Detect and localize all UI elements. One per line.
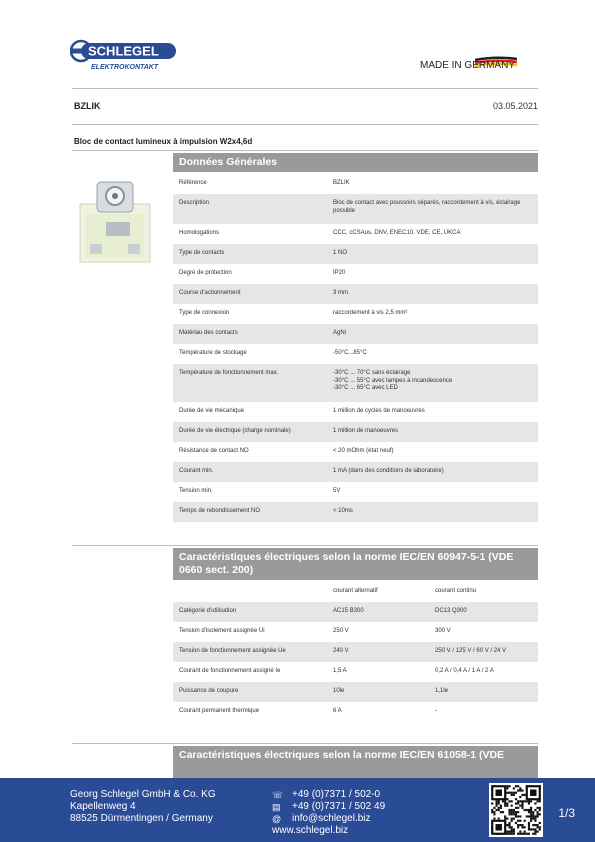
row-value: Bloc de contact avec poussoirs séparés, raccordement à vis, éclairage possible [333, 200, 521, 214]
phone-number[interactable]: +49 (0)7371 / 502-0 [292, 789, 381, 800]
row-label: Course d'actionnement [179, 290, 241, 296]
footer [0, 778, 595, 842]
row-label: Description [179, 200, 210, 206]
logo-text: SCHLEGEL [88, 43, 159, 59]
row-label: Température de fonctionnement max. [179, 370, 279, 376]
row-value-ac: AC15 B300 [333, 608, 364, 614]
table-row [173, 344, 538, 364]
qr-code [489, 783, 543, 837]
row-label: Durée de vie mécanique [179, 408, 245, 414]
row-label: Type de connexion [179, 310, 230, 316]
table-row [173, 304, 538, 324]
website-link[interactable]: www.schlegel.biz [272, 825, 349, 836]
table-row [173, 224, 538, 244]
table-row [173, 244, 538, 264]
document-date: 03.05.2021 [492, 101, 538, 111]
street: Kapellenweg 4 [70, 801, 136, 812]
row-label: Durée de vie électrique (charge nominale) [179, 428, 291, 434]
table-row [173, 174, 538, 194]
table-row [173, 402, 538, 422]
divider [72, 124, 538, 125]
divider [72, 743, 538, 744]
row-value: 1 million de cycles de manoeuvres [333, 408, 425, 414]
row-label: Homologations [179, 230, 220, 236]
table-row [173, 602, 538, 622]
row-label: Puissance de coupure [179, 688, 239, 694]
row-label: Courant permanent thermique [179, 708, 260, 714]
table-row [173, 264, 538, 284]
table-row [173, 682, 538, 702]
row-label: Temps de rebondissement NO [179, 508, 261, 514]
row-value: CCC, cCSAus, DNV, ENEC10, VDE, CE, UKCA [333, 230, 461, 236]
table-row [173, 502, 538, 522]
section-electrical-title: Caractéristiques électriques selon la norme IEC/EN 60947-5-1 (VDE 0660 sect. 200) [173, 548, 538, 580]
table-row [173, 284, 538, 304]
column-header: courant alternatif [333, 588, 378, 594]
row-value: 1 mA (dans des conditions de laboratoire) [333, 468, 444, 474]
divider [72, 150, 538, 151]
fax-number: +49 (0)7371 / 502 49 [292, 801, 386, 812]
phone-icon: ☏ [272, 790, 284, 800]
section-electrical2-title: Caractéristiques électriques selon la norme IEC/EN 61058-1 (VDE [173, 746, 538, 778]
row-value: 1 NO [333, 250, 348, 256]
row-label: Courant de fonctionnement assigné Ie [179, 668, 281, 674]
header-empty [173, 588, 333, 602]
row-value: raccordement à vis 2,5 mm² [333, 310, 408, 316]
table-row [173, 194, 538, 224]
row-value: < 10ms [333, 508, 353, 514]
product-code: BZLIK [74, 101, 101, 111]
row-value-dc: 300 V [435, 628, 451, 634]
table-row [173, 422, 538, 442]
row-value: < 20 mOhm (état neuf) [333, 448, 394, 454]
row-value-ac: 6 A [333, 708, 342, 714]
footer-contact [272, 789, 385, 837]
row-value-dc: 250 V / 125 V / 60 V / 24 V [435, 648, 507, 654]
row-value: BZLIK [333, 180, 350, 186]
table-row [173, 442, 538, 462]
row-label: Catégorie d'utilisation [179, 608, 237, 614]
schlegel-logo [70, 38, 180, 72]
row-value-ac: 1,5 A [333, 668, 347, 674]
table-row [173, 622, 538, 642]
row-value-ac: 240 V [333, 648, 349, 654]
fax-icon: ▤ [272, 802, 281, 812]
table-row [173, 462, 538, 482]
table-row [173, 642, 538, 662]
row-label: Température de stockage [179, 350, 247, 356]
table-row [173, 482, 538, 502]
row-label: Tension de fonctionnement assignée Ue [179, 648, 286, 654]
table-header-row [173, 582, 538, 602]
table-row [173, 702, 538, 722]
divider [72, 545, 538, 546]
row-label: Type de contacts [179, 250, 225, 256]
row-value-ac: 250 V [333, 628, 349, 634]
row-value: 5V [333, 488, 341, 494]
email-icon: @ [272, 814, 282, 824]
section-general-title: Données Générales [173, 153, 538, 172]
row-label: Courant min. [179, 468, 214, 474]
row-label: Matériau des contacts [179, 330, 238, 336]
company-name: Georg Schlegel GmbH & Co. KG [70, 789, 216, 800]
row-label: Tension d'isolement assignée Ui [179, 628, 265, 634]
row-label: Résistance de contact NO [179, 448, 249, 454]
email-link[interactable]: info@schlegel.biz [292, 813, 371, 824]
row-value: AgNi [333, 330, 347, 336]
footer-address [70, 789, 216, 825]
row-value-ac: 10le [333, 688, 345, 694]
row-value-dc: 1,1le [435, 688, 449, 694]
row-value-dc: - [435, 708, 437, 714]
row-value: 1 million de manoeuvres [333, 428, 399, 434]
made-in-label: MADE IN GERMANY [419, 60, 515, 71]
row-value: IP20 [333, 270, 346, 276]
table-row [173, 364, 538, 402]
document-title: Bloc de contact lumineux à impulsion W2x4,6d [74, 137, 253, 146]
city: 88525 Dürmentingen / Germany [70, 813, 213, 824]
row-value: -50°C...85°C [333, 350, 367, 356]
row-label: Référence [179, 180, 207, 186]
page-number: 1/3 [558, 806, 575, 820]
column-header: courant continu [435, 588, 477, 594]
row-value-dc: DC13 Q300 [435, 608, 467, 614]
table-row [173, 662, 538, 682]
table-row [173, 324, 538, 344]
product-image [72, 174, 162, 274]
row-value-dc: 0,2 A / 0,4 A / 1 A / 2 A [435, 668, 494, 674]
logo-subtitle: ELEKTROKONTAKT [91, 64, 159, 71]
row-label: Tension min. [179, 488, 213, 494]
row-value: -30°C ... 70°C sans éclairage -30°C ... 55°C avec lampes à incandescence -30°C ... 65°C avec LED [333, 370, 453, 391]
electrical-table [173, 582, 538, 722]
general-table [173, 174, 538, 522]
row-label: Degré de protection [179, 270, 232, 276]
row-value: 3 mm [333, 290, 348, 296]
divider [72, 88, 538, 89]
